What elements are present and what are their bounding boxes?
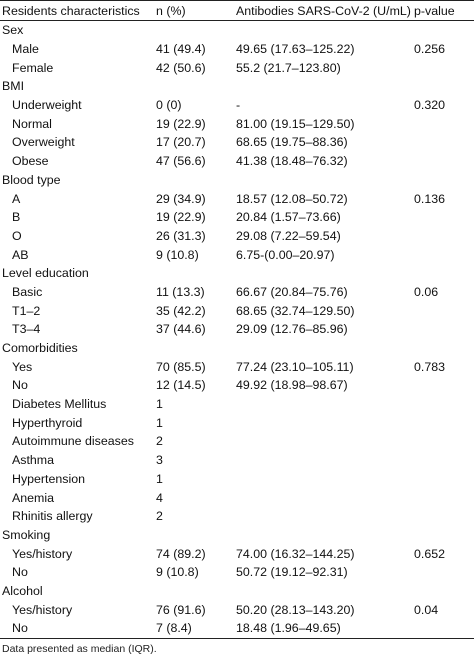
row-n-percent: 41 (49.4): [156, 42, 206, 57]
row-antibodies: 6.75-(0.00–20.97): [236, 247, 335, 262]
row-label: Autoimmune diseases: [12, 434, 134, 449]
row-n-percent: 17 (20.7): [156, 135, 206, 150]
table-row: [0, 432, 474, 451]
empty-cell: [236, 77, 414, 96]
empty-cell: [156, 339, 236, 358]
empty-cell: [414, 339, 474, 358]
row-p-value: [414, 245, 474, 264]
empty-cell: [236, 264, 414, 283]
table-row: [0, 619, 474, 638]
row-antibodies: 20.84 (1.57–73.66): [236, 210, 341, 225]
row-n-percent: 9 (10.8): [156, 565, 199, 580]
row-antibodies: 29.08 (7.22–59.54): [236, 228, 341, 243]
row-n-percent: 47 (56.6): [156, 154, 206, 169]
row-label: Yes/history: [12, 602, 73, 617]
row-antibodies: 50.20 (28.13–143.20): [236, 602, 355, 617]
row-p-value: [414, 451, 474, 470]
table-row: [0, 451, 474, 470]
empty-cell: [156, 21, 236, 40]
empty-cell: [414, 264, 474, 283]
row-n-percent: 1: [156, 471, 163, 486]
table-row: [0, 376, 474, 395]
header-n-percent: n (%): [156, 1, 236, 21]
row-antibodies: [236, 507, 414, 526]
row-label: No: [12, 565, 28, 580]
table-row: [0, 58, 474, 77]
row-label: T3–4: [12, 322, 41, 337]
row-label: AB: [12, 247, 29, 262]
empty-cell: [414, 171, 474, 190]
row-p-value: 0.783: [414, 359, 446, 374]
row-label: Obese: [12, 154, 49, 169]
row-n-percent: 3: [156, 453, 163, 468]
header-p-value: p-value: [414, 1, 474, 21]
table-row: [0, 320, 474, 339]
row-n-percent: 2: [156, 434, 163, 449]
row-antibodies: 49.65 (17.63–125.22): [236, 42, 355, 57]
group-label: BMI: [2, 79, 25, 94]
row-label: Yes/history: [12, 546, 73, 561]
row-p-value: [414, 320, 474, 339]
empty-cell: [236, 21, 414, 40]
row-label: Anemia: [12, 490, 55, 505]
group-row: [0, 526, 474, 545]
table-row: [0, 227, 474, 246]
row-label: Yes: [12, 359, 33, 374]
empty-cell: [156, 526, 236, 545]
row-p-value: [414, 432, 474, 451]
group-row: [0, 339, 474, 358]
header-row: [0, 1, 474, 21]
table-row: [0, 301, 474, 320]
empty-cell: [414, 77, 474, 96]
empty-cell: [236, 171, 414, 190]
table-header: [0, 1, 474, 21]
group-label: Smoking: [2, 527, 51, 542]
row-n-percent: 11 (13.3): [156, 284, 205, 299]
row-n-percent: 2: [156, 509, 163, 524]
row-antibodies: [236, 488, 414, 507]
row-n-percent: 29 (34.9): [156, 191, 206, 206]
empty-cell: [156, 77, 236, 96]
row-label: B: [12, 210, 21, 225]
row-p-value: [414, 58, 474, 77]
row-antibodies: 18.57 (12.08–50.72): [236, 191, 348, 206]
table-row: [0, 40, 474, 59]
row-p-value: [414, 227, 474, 246]
row-antibodies: 68.65 (32.74–129.50): [236, 303, 355, 318]
row-label: Basic: [12, 284, 43, 299]
row-antibodies: [236, 413, 414, 432]
row-antibodies: 74.00 (16.32–144.25): [236, 546, 355, 561]
group-row: [0, 77, 474, 96]
row-antibodies: [236, 470, 414, 489]
row-antibodies: -: [236, 98, 241, 113]
table-row: [0, 189, 474, 208]
row-antibodies: 55.2 (21.7–123.80): [236, 60, 341, 75]
group-row: [0, 171, 474, 190]
table-row: [0, 96, 474, 115]
row-label: Hyperthyroid: [12, 415, 83, 430]
row-n-percent: 19 (22.9): [156, 210, 206, 225]
row-n-percent: 9 (10.8): [156, 247, 199, 262]
empty-cell: [156, 582, 236, 601]
row-antibodies: 50.72 (19.12–92.31): [236, 565, 348, 580]
row-antibodies: 41.38 (18.48–76.32): [236, 154, 348, 169]
empty-cell: [236, 582, 414, 601]
row-label: Rhinitis allergy: [12, 509, 93, 524]
group-row: [0, 582, 474, 601]
row-p-value: 0.256: [414, 42, 446, 57]
row-p-value: 0.06: [414, 284, 439, 299]
table-row: [0, 544, 474, 563]
row-label: O: [12, 228, 22, 243]
row-p-value: [414, 507, 474, 526]
group-row: [0, 264, 474, 283]
row-label: Underweight: [12, 98, 82, 113]
row-label: Female: [12, 60, 54, 75]
row-p-value: 0.04: [414, 602, 439, 617]
row-n-percent: 4: [156, 490, 163, 505]
group-label: Comorbidities: [2, 341, 78, 356]
row-antibodies: 81.00 (19.15–129.50): [236, 116, 355, 131]
row-label: Male: [12, 42, 39, 57]
group-row: [0, 21, 474, 40]
table-row: [0, 563, 474, 582]
group-label: Sex: [2, 23, 24, 38]
row-antibodies: [236, 432, 414, 451]
row-n-percent: 76 (91.6): [156, 602, 206, 617]
empty-cell: [236, 339, 414, 358]
row-n-percent: 74 (89.2): [156, 546, 206, 561]
row-antibodies: 68.65 (19.75–88.36): [236, 135, 348, 150]
row-label: Overweight: [12, 135, 75, 150]
empty-cell: [414, 582, 474, 601]
table-row: [0, 357, 474, 376]
row-antibodies: 29.09 (12.76–85.96): [236, 322, 348, 337]
row-n-percent: 35 (42.2): [156, 303, 206, 318]
header-characteristics: Residents characteristics: [0, 1, 156, 21]
row-n-percent: 42 (50.6): [156, 60, 206, 75]
table-row: [0, 152, 474, 171]
table-row: [0, 208, 474, 227]
row-label: Normal: [12, 116, 52, 131]
group-label: Blood type: [2, 172, 61, 187]
row-n-percent: 37 (44.6): [156, 322, 206, 337]
group-label: Alcohol: [2, 583, 43, 598]
row-antibodies: 66.67 (20.84–75.76): [236, 284, 348, 299]
row-p-value: [414, 114, 474, 133]
row-antibodies: 49.92 (18.98–98.67): [236, 378, 348, 393]
row-p-value: [414, 563, 474, 582]
row-antibodies: 77.24 (23.10–105.11): [236, 359, 354, 374]
table-row: [0, 600, 474, 619]
table-row: [0, 470, 474, 489]
empty-cell: [156, 264, 236, 283]
row-p-value: [414, 133, 474, 152]
row-n-percent: 26 (31.3): [156, 228, 206, 243]
row-p-value: [414, 470, 474, 489]
table-row: [0, 133, 474, 152]
row-n-percent: 12 (14.5): [156, 378, 206, 393]
table-row: [0, 413, 474, 432]
row-n-percent: 70 (85.5): [156, 359, 206, 374]
row-label: No: [12, 378, 28, 393]
row-label: Hypertension: [12, 471, 86, 486]
row-label: Asthma: [12, 453, 55, 468]
row-n-percent: 7 (8.4): [156, 619, 236, 638]
empty-cell: [414, 526, 474, 545]
table-row: [0, 395, 474, 414]
row-p-value: [414, 413, 474, 432]
row-n-percent: 1: [156, 415, 163, 430]
row-n-percent: 1: [156, 397, 163, 412]
row-n-percent: 19 (22.9): [156, 116, 206, 131]
empty-cell: [236, 526, 414, 545]
table-row: [0, 488, 474, 507]
empty-cell: [414, 21, 474, 40]
row-antibodies: [236, 395, 414, 414]
row-p-value: [414, 488, 474, 507]
group-label: Level education: [2, 266, 89, 281]
row-p-value: [414, 376, 474, 395]
row-label: Diabetes Mellitus: [12, 397, 107, 412]
row-label: No: [0, 619, 156, 638]
row-p-value: [414, 208, 474, 227]
empty-cell: [156, 171, 236, 190]
row-antibodies: 18.48 (1.96–49.65): [236, 619, 414, 638]
table-row: [0, 114, 474, 133]
row-p-value: [414, 152, 474, 171]
row-p-value: [414, 395, 474, 414]
row-p-value: 0.320: [414, 98, 446, 113]
header-antibodies: Antibodies SARS-CoV-2 (U/mL): [236, 1, 414, 21]
row-label: T1–2: [12, 303, 41, 318]
table-row: [0, 283, 474, 302]
row-p-value: 0.652: [414, 546, 446, 561]
table-row: [0, 245, 474, 264]
row-antibodies: [236, 451, 414, 470]
table-footnote: Data presented as median (IQR).: [2, 642, 157, 655]
table-row: [0, 507, 474, 526]
row-p-value: [414, 619, 474, 638]
row-p-value: [414, 301, 474, 320]
row-n-percent: 0 (0): [156, 98, 182, 113]
row-label: A: [12, 191, 21, 206]
table-body: [0, 21, 474, 639]
row-p-value: 0.136: [414, 191, 446, 206]
